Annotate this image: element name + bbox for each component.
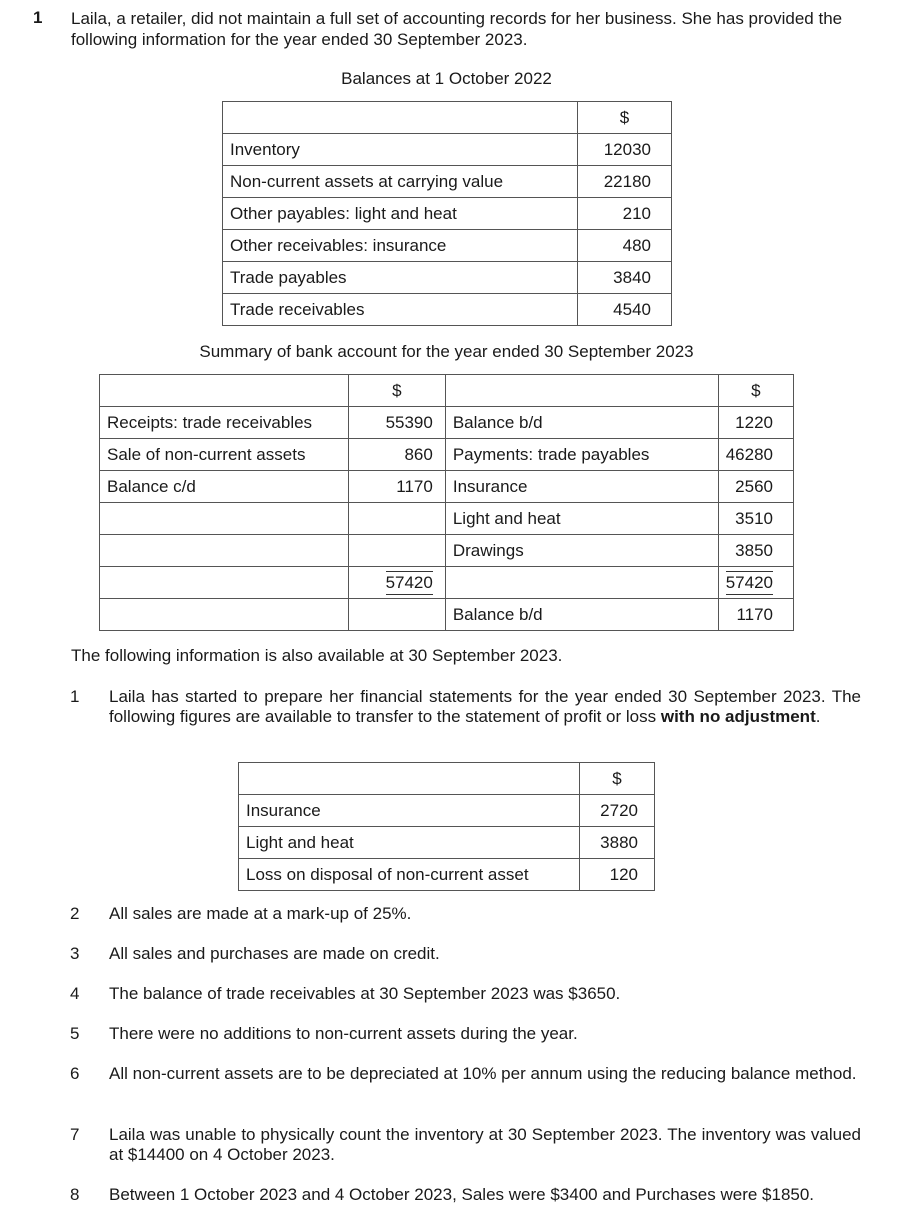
- row-value: 4540: [578, 294, 672, 326]
- note-number: 1: [70, 687, 80, 706]
- credit-label: Balance b/d: [445, 407, 718, 439]
- credit-label: Drawings: [445, 535, 718, 567]
- debit-label: Sale of non-current assets: [100, 439, 349, 471]
- note-number: 3: [70, 944, 80, 963]
- row-label: Other payables: light and heat: [223, 198, 578, 230]
- credit-label: Insurance: [445, 471, 718, 503]
- right-currency-header: $: [718, 375, 793, 407]
- note-text: Between 1 October 2023 and 4 October 2023, Sales were $3400 and Purchases were $1850.: [109, 1185, 815, 1204]
- credit-value: 2560: [718, 471, 793, 503]
- table-header-row: [223, 102, 672, 134]
- credit-total-cell: [718, 567, 793, 599]
- table-row: [239, 795, 655, 827]
- table-row: [223, 134, 672, 166]
- bank-account-table: [99, 374, 794, 631]
- empty-cell: [445, 567, 718, 599]
- debit-value: [348, 503, 445, 535]
- table-row: [100, 439, 794, 471]
- table-row: [100, 535, 794, 567]
- table-row: [223, 294, 672, 326]
- table-row: [223, 198, 672, 230]
- row-value: 2720: [580, 795, 655, 827]
- debit-value: [348, 535, 445, 567]
- row-value: 3840: [578, 262, 672, 294]
- debit-label: Receipts: trade receivables: [100, 407, 349, 439]
- credit-label: Payments: trade payables: [445, 439, 718, 471]
- table-row: [239, 827, 655, 859]
- row-value: 480: [578, 230, 672, 262]
- credit-value: 3510: [718, 503, 793, 535]
- label-header: [223, 102, 578, 134]
- debit-value: 1170: [348, 471, 445, 503]
- row-label: Insurance: [239, 795, 580, 827]
- credit-value: 1170: [718, 599, 793, 631]
- debit-label: Balance c/d: [100, 471, 349, 503]
- row-label: Other receivables: insurance: [223, 230, 578, 262]
- debit-total: 57420: [386, 571, 433, 595]
- table-row: [100, 503, 794, 535]
- credit-value: 3850: [718, 535, 793, 567]
- table-row: [223, 166, 672, 198]
- note-text: All sales are made at a mark-up of 25%.: [109, 904, 412, 923]
- debit-label: [100, 503, 349, 535]
- note-number: 6: [70, 1064, 80, 1083]
- closing-balance-row: [100, 599, 794, 631]
- note-text-post: .: [815, 707, 821, 726]
- row-value: 3880: [580, 827, 655, 859]
- left-currency-header: $: [348, 375, 445, 407]
- note-number: 8: [70, 1185, 80, 1204]
- totals-row: [100, 567, 794, 599]
- row-value: 120: [580, 859, 655, 891]
- empty-cell: [100, 567, 349, 599]
- bank-caption: Summary of bank account for the year ended 30 September 2023: [199, 342, 694, 361]
- note-text: [109, 687, 861, 727]
- note-text: The balance of trade receivables at 30 September 2023 was $3650.: [109, 984, 621, 1003]
- currency-header: $: [580, 763, 655, 795]
- right-label-header: [445, 375, 718, 407]
- note-number: 2: [70, 904, 80, 923]
- row-label: Light and heat: [239, 827, 580, 859]
- table-row: [100, 471, 794, 503]
- empty-cell: [348, 599, 445, 631]
- note-number: 5: [70, 1024, 80, 1043]
- left-label-header: [100, 375, 349, 407]
- currency-header: $: [578, 102, 672, 134]
- row-label: Inventory: [223, 134, 578, 166]
- table-row: [239, 859, 655, 891]
- table-row: [223, 262, 672, 294]
- empty-cell: [100, 599, 349, 631]
- row-label: Trade payables: [223, 262, 578, 294]
- debit-total-cell: [348, 567, 445, 599]
- note-text: There were no additions to non-current assets during the year.: [109, 1024, 578, 1043]
- note-number: 4: [70, 984, 80, 1003]
- note-text-bold: with no adjustment: [660, 707, 816, 726]
- question-intro: Laila, a retailer, did not maintain a full set of accounting records for her business. She has provided the following information for the year ended 30 September 2023.: [71, 9, 843, 49]
- note-text: All non-current assets are to be depreciated at 10% per annum using the reducing balance method.: [109, 1064, 857, 1083]
- table-row: [223, 230, 672, 262]
- debit-label: [100, 535, 349, 567]
- credit-label: Light and heat: [445, 503, 718, 535]
- profit-loss-figures-table: [238, 762, 655, 891]
- table-row: [100, 407, 794, 439]
- note-text: All sales and purchases are made on credit.: [109, 944, 440, 963]
- balances-caption: Balances at 1 October 2022: [341, 69, 552, 88]
- credit-label: Balance b/d: [445, 599, 718, 631]
- debit-value: 55390: [348, 407, 445, 439]
- credit-total: 57420: [726, 571, 773, 595]
- row-label: Trade receivables: [223, 294, 578, 326]
- credit-value: 1220: [718, 407, 793, 439]
- row-label: Loss on disposal of non-current asset: [239, 859, 580, 891]
- note-number: 7: [70, 1125, 80, 1144]
- table-header-row: [100, 375, 794, 407]
- question-number: 1: [33, 8, 43, 27]
- debit-value: 860: [348, 439, 445, 471]
- credit-value: 46280: [718, 439, 793, 471]
- row-value: 12030: [578, 134, 672, 166]
- note-text-pre: Laila has started to prepare her financial statements for the year ended 30 September 2023. The following figures are available to transfer to the statement of profit or loss: [109, 687, 861, 726]
- row-label: Non-current assets at carrying value: [223, 166, 578, 198]
- info-intro: The following information is also available at 30 September 2023.: [71, 646, 563, 665]
- label-header: [239, 763, 580, 795]
- row-value: 210: [578, 198, 672, 230]
- row-value: 22180: [578, 166, 672, 198]
- balances-table: [222, 101, 672, 326]
- table-header-row: [239, 763, 655, 795]
- note-text: Laila was unable to physically count the inventory at 30 September 2023. The inventory was valued at $14400 on 4 October 2023.: [109, 1125, 861, 1164]
